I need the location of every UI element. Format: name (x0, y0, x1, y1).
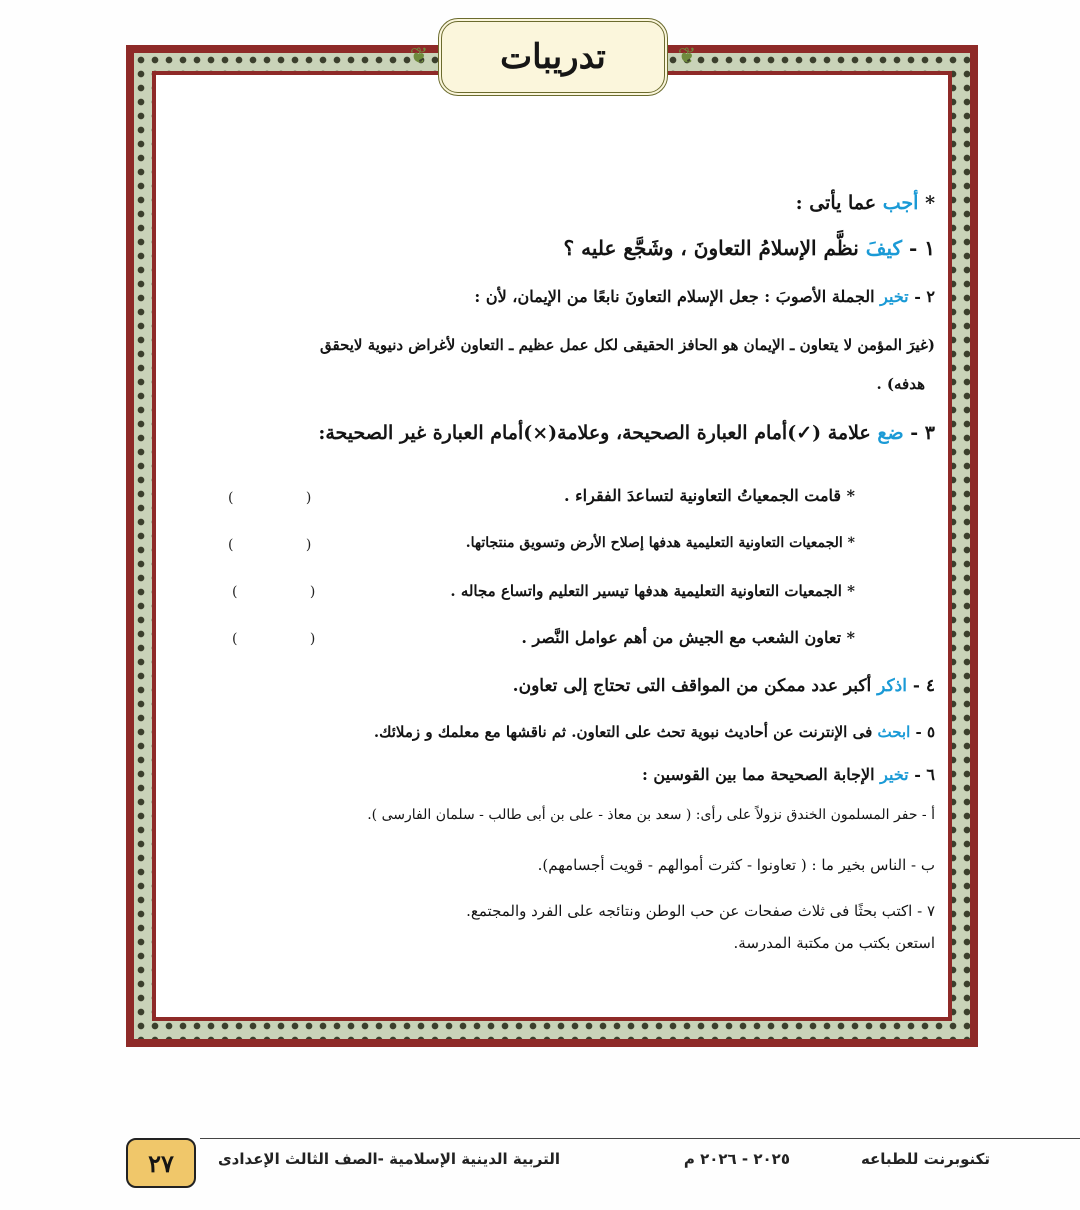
bullet-star: * (846, 486, 855, 505)
footer-year: ٢٠٢٥ - ٢٠٢٦ م (683, 1150, 790, 1168)
list-item (521, 628, 855, 647)
answer-parens: ( ) (228, 490, 346, 506)
question-7-line-2: استعن بكتب من مكتبة المدرسة. (733, 934, 935, 952)
question-verb: تخير (880, 765, 909, 784)
bullet-star: * (846, 628, 855, 647)
question-verb: اذكر (877, 676, 907, 696)
question-verb: ضع (877, 422, 904, 444)
footer-subject: التربية الدينية الإسلامية -الصف الثالث الإعدادى (217, 1150, 560, 1168)
page-number-badge: ٢٧ (126, 1138, 196, 1188)
question-number: ١ - (908, 236, 935, 260)
right-ornament-icon: ❦ (677, 44, 697, 69)
answer-parens: ( ) (232, 631, 350, 647)
question-number: ٢ - (914, 287, 935, 306)
answer-parens: ( ) (232, 584, 350, 600)
intro-verb: أجب (882, 192, 919, 214)
list-item (466, 535, 855, 551)
question-number: ٣ - (910, 422, 935, 444)
question-number: ٦ - (914, 765, 935, 784)
question-verb: كيفَ (865, 236, 903, 260)
question-text: الإجابة الصحيحة مما بين القوسين : (641, 765, 875, 784)
intro-line (796, 192, 935, 214)
item-text: تعاون الشعب مع الجيش من أهم عوامل النَّصر . (521, 628, 842, 647)
question-5 (374, 723, 935, 741)
item-text: الجمعيات التعاونية التعليمية هدفها إصلاح الأرض وتسويق منتجاتها. (465, 535, 843, 551)
answer-parens: ( ) (228, 537, 346, 553)
question-verb: تخير (880, 287, 909, 306)
question-verb: ابحث (877, 723, 911, 741)
footer-publisher: تكنوبرنت للطباعه (860, 1150, 990, 1168)
question-3 (318, 422, 935, 444)
item-text: الجمعيات التعاونية التعليمية هدفها تيسير التعليم واتساع مجاله . (450, 582, 842, 600)
left-ornament-icon: ❦ (409, 44, 429, 69)
list-item (564, 486, 855, 505)
title-plaque (409, 18, 697, 96)
page-title: تدريبات (500, 37, 606, 77)
question-2-options-1: (غيرَ المؤمن لا يتعاون ـ الإيمان هو الحافز الحقيقى لكل عمل عظيم ـ التعاون لأغراض دنيوية لايحقق (319, 336, 935, 354)
intro-text: عما يأتى : (795, 192, 877, 214)
footer-rule (200, 1138, 1080, 1139)
bullet-star: * (925, 192, 935, 214)
question-number: ٤ - (912, 676, 935, 696)
question-6-a: أ - حفر المسلمون الخندق نزولاً على رأى: ( سعد بن معاذ - على بن أبى طالب - سلمان الفارسى ). (367, 807, 935, 823)
list-item (450, 582, 855, 600)
question-text: علامة (✓)أمام العبارة الصحيحة، وعلامة(×)أمام العبارة غير الصحيحة: (318, 422, 871, 444)
question-text: فى الإنترنت عن أحاديث نبوية تحث على التعاون. ثم ناقشها مع معلمك و زملائك. (373, 723, 873, 741)
question-6 (642, 765, 935, 784)
question-4 (513, 676, 935, 696)
question-2 (474, 287, 935, 306)
item-text: قامت الجمعياتُ التعاونية لتساعدَ الفقراء . (564, 486, 842, 505)
question-text: الجملة الأصوبَ : جعل الإسلام التعاونَ نابعًا من الإيمان، لأن : (474, 287, 875, 306)
question-2-options-2: هدفه) . (876, 375, 925, 393)
question-number: ٥ - (915, 723, 935, 741)
question-text: نظَّم الإسلامُ التعاونَ ، وشَجَّع عليه ؟ (563, 236, 859, 260)
question-6-b: ب - الناس بخير ما : ( تعاونوا - كثرت أموالهم - قويت أجسامهم). (537, 856, 935, 874)
bullet-star: * (847, 582, 855, 600)
question-text: أكبر عدد ممكن من المواقف التى تحتاج إلى تعاون. (512, 676, 872, 696)
bullet-star: * (847, 535, 855, 551)
question-1 (564, 236, 935, 260)
question-7-line-1: ٧ - اكتب بحثًا فى ثلاث صفحات عن حب الوطن ونتائجه على الفرد والمجتمع. (466, 902, 935, 920)
